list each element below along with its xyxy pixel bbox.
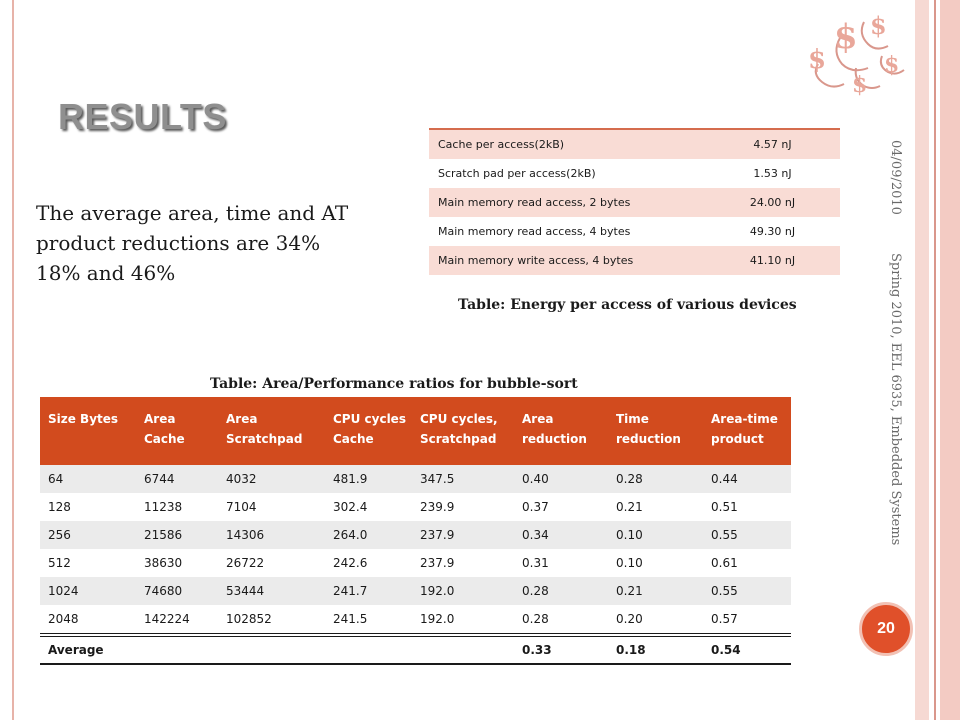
slide-title: RESULTS xyxy=(58,96,227,137)
table-cell: 2048 xyxy=(40,605,136,635)
svg-text:$: $ xyxy=(852,72,868,98)
table-cell: 53444 xyxy=(218,577,325,605)
table-cell: 14306 xyxy=(218,521,325,549)
energy-value: 4.57 nJ xyxy=(705,129,840,159)
table-cell: 26722 xyxy=(218,549,325,577)
table-cell: 237.9 xyxy=(412,549,514,577)
svg-text:$: $ xyxy=(808,45,827,75)
table-cell: 242.6 xyxy=(325,549,412,577)
table-cell: 1024 xyxy=(40,577,136,605)
energy-label: Main memory read access, 2 bytes xyxy=(429,188,705,217)
course-footer: Spring 2010, EEL 6935, Embedded Systems xyxy=(888,253,903,546)
table-cell: 0.10 xyxy=(608,549,703,577)
table-cell: 239.9 xyxy=(412,493,514,521)
table-cell: 0.28 xyxy=(514,577,608,605)
table-cell: 4032 xyxy=(218,465,325,493)
table-cell: 7104 xyxy=(218,493,325,521)
column-header: CPU cycles, Scratchpad xyxy=(412,397,514,465)
table-cell: 237.9 xyxy=(412,521,514,549)
table-cell: 0.21 xyxy=(608,493,703,521)
table-cell: 192.0 xyxy=(412,577,514,605)
table-cell: 0.34 xyxy=(514,521,608,549)
table-row xyxy=(429,129,840,159)
table-cell: 0.10 xyxy=(608,521,703,549)
table-cell: 0.28 xyxy=(608,465,703,493)
right-border-band xyxy=(915,0,929,720)
table-cell: 0.57 xyxy=(703,605,791,635)
table-row xyxy=(40,577,791,605)
table-cell: 64 xyxy=(40,465,136,493)
column-header: Area reduction xyxy=(514,397,608,465)
table-cell: 0.55 xyxy=(703,577,791,605)
area-table-caption: Table: Area/Performance ratios for bubble-sort xyxy=(210,376,578,392)
table-cell: 0.37 xyxy=(514,493,608,521)
table-row xyxy=(40,605,791,635)
slide-date: 04/09/2010 xyxy=(888,140,903,215)
table-cell: 0.51 xyxy=(703,493,791,521)
table-cell: 0.40 xyxy=(514,465,608,493)
table-cell: 142224 xyxy=(136,605,218,635)
table-cell: 0.61 xyxy=(703,549,791,577)
table-cell: 0.28 xyxy=(514,605,608,635)
table-header-row xyxy=(40,397,791,465)
table-cell: 38630 xyxy=(136,549,218,577)
right-border-line xyxy=(934,0,936,720)
table-cell: 0.54 xyxy=(703,635,791,664)
column-header: Time reduction xyxy=(608,397,703,465)
table-cell: 21586 xyxy=(136,521,218,549)
column-header: Area Cache xyxy=(136,397,218,465)
energy-label: Main memory write access, 4 bytes xyxy=(429,246,705,275)
area-performance-table xyxy=(40,397,791,665)
svg-text:$: $ xyxy=(870,11,887,40)
table-cell: 0.44 xyxy=(703,465,791,493)
energy-value: 24.00 nJ xyxy=(705,188,840,217)
table-cell: Average xyxy=(40,635,136,664)
table-cell: 241.7 xyxy=(325,577,412,605)
energy-label: Cache per access(2kB) xyxy=(429,129,705,159)
table-row xyxy=(429,188,840,217)
table-cell: 11238 xyxy=(136,493,218,521)
table-row xyxy=(429,159,840,188)
summary-text: The average area, time and AT product reductions are 34% 18% and 46% xyxy=(36,201,349,285)
table-cell: 481.9 xyxy=(325,465,412,493)
table-row xyxy=(40,521,791,549)
table-cell: 0.31 xyxy=(514,549,608,577)
table-cell xyxy=(325,635,412,664)
column-header: Area-time product xyxy=(703,397,791,465)
table-cell xyxy=(218,635,325,664)
average-row xyxy=(40,635,791,664)
energy-label: Scratch pad per access(2kB) xyxy=(429,159,705,188)
dollar-signs-icon xyxy=(800,8,910,104)
page-number: 20 xyxy=(877,620,895,637)
energy-value: 1.53 nJ xyxy=(705,159,840,188)
column-header: Size Bytes xyxy=(40,397,136,465)
energy-value: 49.30 nJ xyxy=(705,217,840,246)
table-cell: 0.33 xyxy=(514,635,608,664)
table-cell: 0.18 xyxy=(608,635,703,664)
table-cell: 0.20 xyxy=(608,605,703,635)
table-cell: 128 xyxy=(40,493,136,521)
energy-table xyxy=(429,128,840,275)
svg-text:$: $ xyxy=(834,17,858,57)
table-cell: 6744 xyxy=(136,465,218,493)
table-cell: 0.21 xyxy=(608,577,703,605)
column-header: CPU cycles Cache xyxy=(325,397,412,465)
table-row xyxy=(429,217,840,246)
table-cell: 302.4 xyxy=(325,493,412,521)
table-cell: 192.0 xyxy=(412,605,514,635)
table-cell: 512 xyxy=(40,549,136,577)
energy-value: 41.10 nJ xyxy=(705,246,840,275)
table-cell: 102852 xyxy=(218,605,325,635)
table-cell: 241.5 xyxy=(325,605,412,635)
table-row xyxy=(429,246,840,275)
table-row xyxy=(40,493,791,521)
left-border-line xyxy=(12,0,14,720)
svg-text:$: $ xyxy=(884,52,900,78)
table-cell: 256 xyxy=(40,521,136,549)
table-cell xyxy=(412,635,514,664)
right-border-band-outer xyxy=(940,0,960,720)
table-cell: 264.0 xyxy=(325,521,412,549)
table-cell xyxy=(136,635,218,664)
table-row xyxy=(40,465,791,493)
table-row xyxy=(40,549,791,577)
table-cell: 0.55 xyxy=(703,521,791,549)
table-cell: 347.5 xyxy=(412,465,514,493)
column-header: Area Scratchpad xyxy=(218,397,325,465)
table-cell: 74680 xyxy=(136,577,218,605)
energy-label: Main memory read access, 4 bytes xyxy=(429,217,705,246)
energy-table-caption: Table: Energy per access of various devices xyxy=(458,297,797,313)
